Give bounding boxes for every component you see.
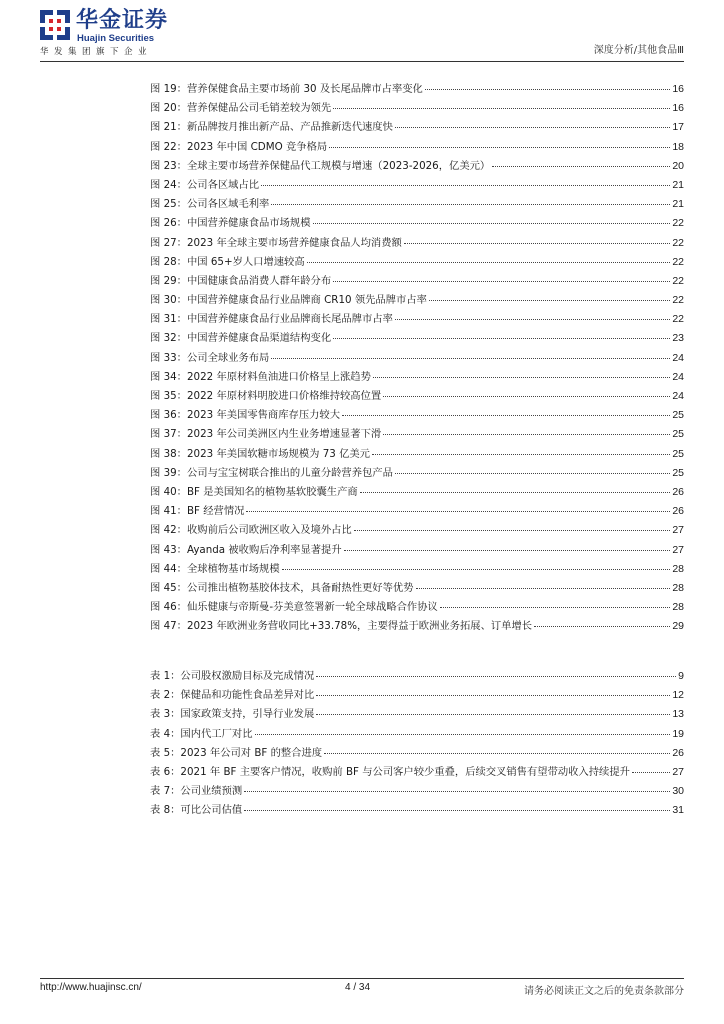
figure-entry[interactable] bbox=[150, 195, 684, 214]
entry-page-number: 30 bbox=[672, 785, 684, 798]
entry-page-number: 31 bbox=[672, 804, 684, 817]
entry-title: 图 30：中国营养健康食品行业品牌商 CR10 领先品牌市占率 bbox=[150, 294, 427, 307]
entry-title: 图 42：收购前后公司欧洲区收入及境外占比 bbox=[150, 524, 352, 537]
entry-page-number: 21 bbox=[672, 198, 684, 211]
figure-entry[interactable] bbox=[150, 541, 684, 560]
footer-divider bbox=[40, 978, 684, 979]
entry-title: 图 20：营养保健品公司毛销差较为领先 bbox=[150, 102, 332, 115]
figure-entry[interactable] bbox=[150, 291, 684, 310]
entry-page-number: 25 bbox=[672, 447, 684, 460]
entry-title: 表 2：保健品和功能性食品差异对比 bbox=[150, 689, 315, 702]
table-entry[interactable] bbox=[150, 801, 684, 820]
figure-entry[interactable] bbox=[150, 310, 684, 329]
dot-leader bbox=[425, 89, 670, 90]
dot-leader bbox=[373, 377, 670, 378]
entry-title: 图 19：营养保健食品主要市场前 30 及长尾品牌市占率变化 bbox=[150, 83, 423, 95]
entry-title: 图 27：2023 年全球主要市场营养健康食品人均消费额 bbox=[150, 236, 402, 249]
figure-entry[interactable] bbox=[150, 234, 684, 253]
table-entry[interactable] bbox=[150, 686, 684, 705]
dot-leader bbox=[416, 588, 671, 589]
entry-title: 图 32：中国营养健康食品渠道结构变化 bbox=[150, 332, 332, 345]
table-entry[interactable] bbox=[150, 725, 684, 744]
entry-page-number: 17 bbox=[672, 121, 684, 134]
entry-title: 图 21：新品牌按月推出新产品、产品推新迭代速度快 bbox=[150, 121, 393, 134]
figure-entry[interactable] bbox=[150, 483, 684, 502]
dot-leader bbox=[282, 569, 671, 570]
entry-title: 图 28：中国 65+岁人口增速较高 bbox=[150, 255, 305, 268]
table-entry[interactable] bbox=[150, 744, 684, 763]
entry-page-number: 28 bbox=[672, 601, 684, 614]
figure-entry[interactable] bbox=[150, 329, 684, 348]
entry-title: 图 24：公司各区域占比 bbox=[150, 178, 260, 191]
entry-title: 图 29：中国健康食品消费人群年龄分布 bbox=[150, 274, 332, 287]
dot-leader bbox=[395, 473, 670, 474]
dot-leader bbox=[271, 358, 670, 359]
figure-entry[interactable] bbox=[150, 425, 684, 444]
entry-page-number: 28 bbox=[672, 562, 684, 575]
figure-entry[interactable] bbox=[150, 464, 684, 483]
entry-page-number: 27 bbox=[672, 543, 684, 556]
entry-title: 图 23：全球主要市场营养保健品代工规模与增速（2023-2026，亿美元） bbox=[150, 159, 491, 172]
entry-page-number: 22 bbox=[672, 313, 684, 326]
dot-leader bbox=[329, 147, 670, 148]
figure-entry[interactable] bbox=[150, 157, 684, 176]
entry-title: 图 39：公司与宝宝树联合推出的儿童分龄营养包产品 bbox=[150, 466, 393, 479]
dot-leader bbox=[316, 676, 676, 677]
brand-name-cn: 华金证券 bbox=[76, 8, 169, 33]
dot-leader bbox=[395, 127, 670, 128]
table-entry[interactable] bbox=[150, 705, 684, 724]
entry-page-number: 25 bbox=[672, 466, 684, 479]
dot-leader bbox=[342, 415, 670, 416]
entry-title: 图 43：Ayanda 被收购后净利率显著提升 bbox=[150, 543, 342, 556]
entry-title: 图 35：2022 年原材料明胶进口价格维持较高位置 bbox=[150, 390, 382, 402]
entry-page-number: 25 bbox=[672, 428, 684, 441]
dot-leader bbox=[534, 626, 670, 627]
entry-page-number: 22 bbox=[672, 255, 684, 268]
entry-page-number: 24 bbox=[672, 390, 684, 402]
figure-entry[interactable] bbox=[150, 598, 684, 617]
entry-title: 图 34：2022 年原材料鱼油进口价格呈上涨趋势 bbox=[150, 370, 371, 383]
dot-leader bbox=[360, 492, 671, 493]
dot-leader bbox=[395, 319, 670, 320]
table-entry[interactable] bbox=[150, 763, 684, 782]
dot-leader bbox=[354, 530, 671, 531]
website-link[interactable]: http://www.huajinsc.cn/ bbox=[40, 982, 142, 993]
entry-title: 图 45：公司推出植物基胶体技术，具备耐热性更好等优势 bbox=[150, 581, 414, 594]
dot-leader bbox=[333, 338, 670, 339]
brand-name-en: Huajin Securities bbox=[77, 33, 155, 44]
entry-title: 图 25：公司各区域毛利率 bbox=[150, 198, 270, 211]
dot-leader bbox=[307, 262, 671, 263]
entry-page-number: 26 bbox=[672, 485, 684, 498]
entry-page-number: 16 bbox=[672, 83, 684, 95]
figure-entry[interactable] bbox=[150, 214, 684, 233]
dot-leader bbox=[429, 300, 670, 301]
entry-title: 图 47：2023 年欧洲业务营收同比+33.78%，主要得益于欧洲业务拓展、订单增长 bbox=[150, 620, 533, 633]
page-number: 4 / 34 bbox=[345, 982, 371, 993]
entry-page-number: 22 bbox=[672, 294, 684, 307]
dot-leader bbox=[316, 714, 670, 715]
figure-entry[interactable] bbox=[150, 368, 684, 387]
entry-title: 图 44：全球植物基市场规模 bbox=[150, 562, 280, 575]
entry-title: 图 22：2023 年中国 CDMO 竞争格局 bbox=[150, 140, 328, 153]
figure-entry[interactable] bbox=[150, 617, 684, 636]
figure-entry[interactable] bbox=[150, 579, 684, 598]
dot-leader bbox=[404, 243, 671, 244]
figure-entry[interactable] bbox=[150, 521, 684, 540]
figure-entry[interactable] bbox=[150, 99, 684, 118]
figure-entry[interactable] bbox=[150, 80, 684, 99]
brand-tagline: 华发集团旗下企业 bbox=[40, 47, 153, 57]
entry-page-number: 12 bbox=[672, 689, 684, 702]
figure-entry[interactable] bbox=[150, 138, 684, 157]
figure-entry[interactable] bbox=[150, 560, 684, 579]
entry-page-number: 16 bbox=[672, 102, 684, 115]
entry-page-number: 21 bbox=[672, 178, 684, 191]
figure-entry[interactable] bbox=[150, 502, 684, 521]
entry-title: 表 1：公司股权激励目标及完成情况 bbox=[150, 670, 315, 682]
dot-leader bbox=[244, 791, 670, 792]
table-index bbox=[150, 667, 684, 821]
figure-entry[interactable] bbox=[150, 118, 684, 137]
entry-title: 表 7：公司业绩预测 bbox=[150, 785, 243, 798]
entry-page-number: 28 bbox=[672, 581, 684, 594]
dot-leader bbox=[324, 753, 670, 754]
dot-leader bbox=[313, 223, 671, 224]
entry-page-number: 29 bbox=[672, 620, 684, 633]
entry-page-number: 22 bbox=[672, 274, 684, 287]
entry-page-number: 27 bbox=[672, 524, 684, 537]
entry-title: 图 37：2023 年公司美洲区内生业务增速显著下滑 bbox=[150, 428, 382, 441]
dot-leader bbox=[344, 550, 671, 551]
figure-entry[interactable] bbox=[150, 349, 684, 368]
entry-title: 表 6：2021 年 BF 主要客户情况，收购前 BF 与公司客户较少重叠，后续交叉销售有望带动收入持续提升 bbox=[150, 765, 630, 778]
header-divider bbox=[40, 61, 684, 62]
entry-page-number: 24 bbox=[672, 370, 684, 383]
entry-title: 图 36：2023 年美国零售商库存压力较大 bbox=[150, 409, 341, 422]
entry-page-number: 26 bbox=[672, 505, 684, 518]
entry-title: 图 38：2023 年美国软糖市场规模为 73 亿美元 bbox=[150, 447, 370, 460]
entry-title: 图 40：BF 是美国知名的植物基软胶囊生产商 bbox=[150, 485, 358, 498]
dot-leader bbox=[372, 454, 670, 455]
huajin-logo-icon bbox=[40, 10, 70, 40]
entry-page-number: 13 bbox=[672, 708, 684, 721]
entry-title: 图 26：中国营养健康食品市场规模 bbox=[150, 217, 311, 230]
dot-leader bbox=[246, 511, 670, 512]
figure-entry[interactable] bbox=[150, 176, 684, 195]
figure-entry[interactable] bbox=[150, 445, 684, 464]
entry-title: 图 33：公司全球业务布局 bbox=[150, 351, 270, 364]
entry-page-number: 9 bbox=[678, 670, 684, 682]
disclaimer-note: 请务必阅读正文之后的免责条款部分 bbox=[524, 986, 684, 997]
dot-leader bbox=[383, 396, 670, 397]
entry-title: 图 31：中国营养健康食品行业品牌商长尾品牌市占率 bbox=[150, 313, 393, 326]
entry-page-number: 24 bbox=[672, 351, 684, 364]
dot-leader bbox=[440, 607, 671, 608]
table-entry[interactable] bbox=[150, 667, 684, 686]
figure-index bbox=[150, 80, 684, 636]
report-category: 深度分析/其他食品Ⅲ bbox=[593, 45, 684, 56]
entry-title: 表 3：国家政策支持，引导行业发展 bbox=[150, 708, 315, 721]
dot-leader bbox=[261, 185, 670, 186]
entry-title: 表 4：国内代工厂对比 bbox=[150, 727, 253, 740]
entry-page-number: 25 bbox=[672, 409, 684, 422]
dot-leader bbox=[632, 772, 670, 773]
entry-page-number: 26 bbox=[672, 746, 684, 759]
dot-leader bbox=[255, 734, 671, 735]
dot-leader bbox=[244, 810, 670, 811]
entry-title: 表 5：2023 年公司对 BF 的整合进度 bbox=[150, 746, 323, 759]
entry-page-number: 20 bbox=[672, 159, 684, 172]
dot-leader bbox=[333, 108, 670, 109]
figure-entry[interactable] bbox=[150, 253, 684, 272]
entry-page-number: 22 bbox=[672, 236, 684, 249]
dot-leader bbox=[271, 204, 670, 205]
entry-page-number: 27 bbox=[672, 765, 684, 778]
entry-title: 图 41：BF 经营情况 bbox=[150, 505, 245, 518]
dot-leader bbox=[333, 281, 670, 282]
dot-leader bbox=[316, 695, 670, 696]
dot-leader bbox=[383, 434, 670, 435]
entry-title: 图 46：仙乐健康与帝斯曼-芬美意签署新一轮全球战略合作协议 bbox=[150, 601, 438, 614]
entry-page-number: 18 bbox=[672, 140, 684, 153]
figure-entry[interactable] bbox=[150, 387, 684, 406]
entry-page-number: 23 bbox=[672, 332, 684, 345]
figure-entry[interactable] bbox=[150, 272, 684, 291]
figure-entry[interactable] bbox=[150, 406, 684, 425]
table-entry[interactable] bbox=[150, 782, 684, 801]
entry-page-number: 19 bbox=[672, 727, 684, 740]
dot-leader bbox=[492, 166, 670, 167]
entry-page-number: 22 bbox=[672, 217, 684, 230]
entry-title: 表 8：可比公司估值 bbox=[150, 804, 243, 817]
